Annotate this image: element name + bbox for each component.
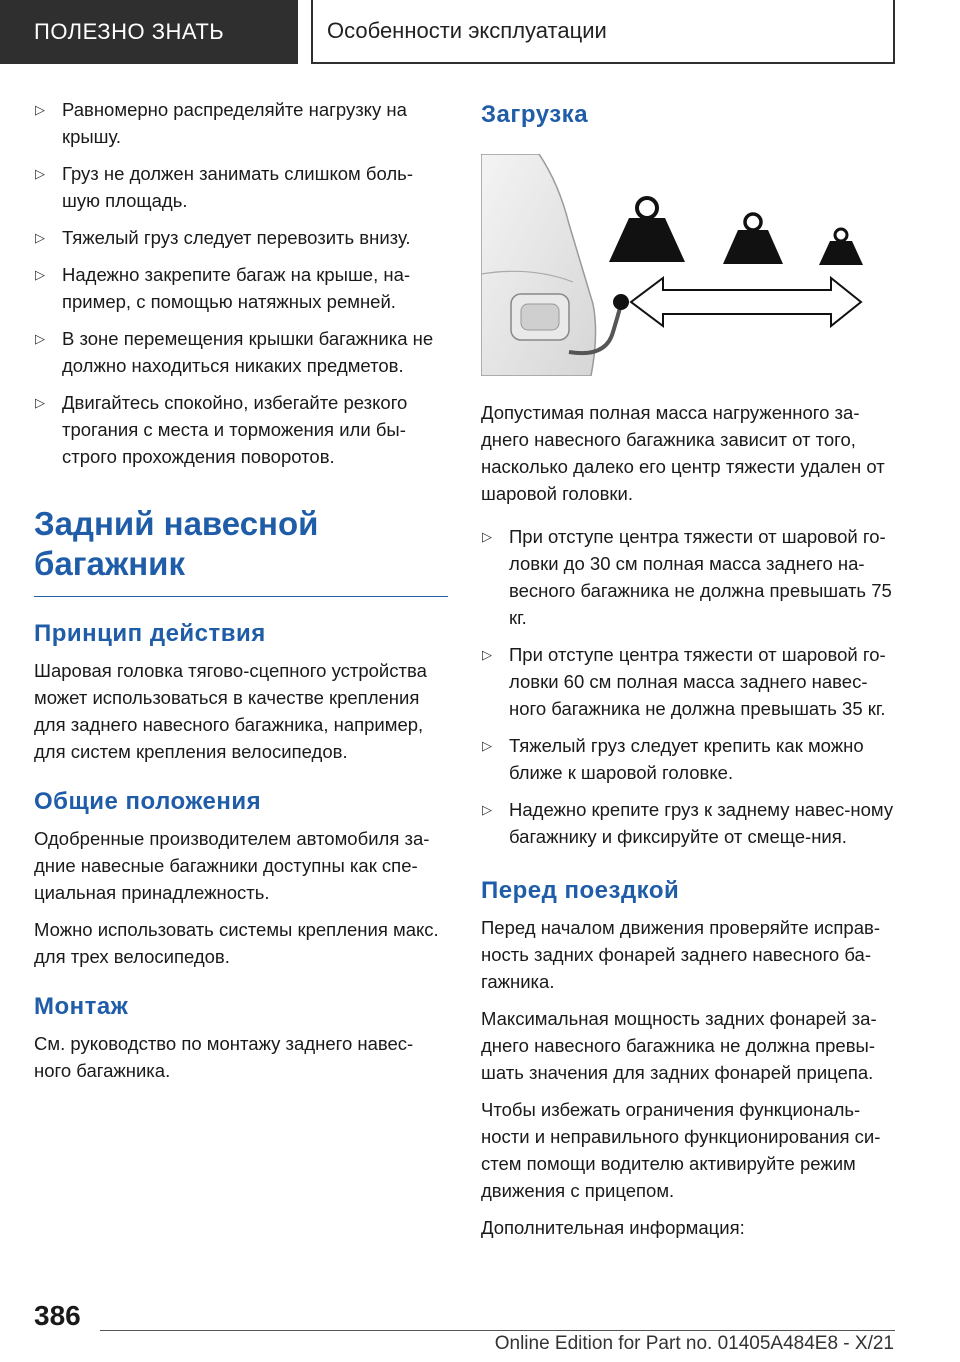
weight-icon: [609, 198, 685, 262]
principle-heading: Принцип действия: [34, 620, 266, 647]
footer-edition: Online Edition for Part no. 01405A484E8 - X/21: [494, 1333, 894, 1354]
weight-icon: [723, 214, 783, 264]
bullet-icon: ▷: [482, 738, 492, 753]
list-item: ▷ Тяжелый груз следует перевозить внизу.: [34, 224, 448, 251]
before-trip-text-4: Дополнительная информация:: [481, 1217, 745, 1238]
weight-icon: [819, 229, 863, 265]
general-text-2: Можно использовать системы крепления макс. для трех велосипедов.: [34, 919, 439, 967]
list-item: ▷ При отступе центра тяжести от шаровой го-ловки до 30 см полная масса заднего на-весного багажника не должна превышать 75 кг.: [481, 523, 897, 631]
before-trip-text-1: Перед началом движения проверяйте исправ-ность задних фонарей заднего навесного ба-гажника.: [481, 917, 880, 992]
bullet-icon: ▷: [482, 647, 492, 662]
bullet-icon: ▷: [35, 166, 45, 181]
list-item: ▷ Надежно закрепите багаж на крыше, на-пример, с помощью натяжных ремней.: [34, 261, 448, 315]
before-trip-heading: Перед поездкой: [481, 877, 680, 904]
general-heading: Общие положения: [34, 788, 262, 815]
loading-heading: Загрузка: [481, 101, 589, 128]
bullet-icon: ▷: [482, 529, 492, 544]
principle-text: Шаровая головка тягово-сцепного устройства может использоваться в качестве крепления для заднего навесного багажника, например, для систем крепления велосипедов.: [34, 660, 427, 762]
car-bumper-illustration: [481, 154, 596, 376]
page-number: 386: [34, 1300, 81, 1331]
load-distribution-figure: [481, 154, 897, 376]
list-item: ▷ Двигайтесь спокойно, избегайте резкого трогания с места и торможения или бы-строго прохождения поворотов.: [34, 389, 448, 470]
list-item: ▷ Тяжелый груз следует крепить как можно ближе к шаровой головке.: [481, 732, 897, 786]
before-trip-text-3: Чтобы избежать ограничения функциональ-ности и неправильного функционирования си-стем помощи водителю активируйте режим движения с прицепом.: [481, 1099, 881, 1201]
right-column: [481, 96, 897, 1251]
bullet-icon: ▷: [35, 331, 45, 346]
before-trip-text-2: Максимальная мощность задних фонарей за-днего навесного багажника не должна превы-шать значения для задних фонарей прицепа.: [481, 1008, 877, 1083]
header-section: ПОЛЕЗНО ЗНАТЬ: [0, 0, 298, 64]
mounting-text: См. руководство по монтажу заднего навес-ного багажника.: [34, 1033, 414, 1081]
list-item: ▷ В зоне перемещения крышки багажника не должно находиться никаких предметов.: [34, 325, 448, 379]
loading-text: Допустимая полная масса нагруженного за-днего навесного багажника зависит от того, насколько далеко его центр тяжести удален от шаровой головки.: [481, 402, 885, 504]
roof-bullet-list: [34, 96, 448, 470]
list-item: ▷ При отступе центра тяжести от шаровой го-ловки 60 см полная масса заднего навес-ного багажника не должна превышать 35 кг.: [481, 641, 897, 722]
bullet-icon: ▷: [35, 267, 45, 282]
list-item: ▷ Равномерно распределяйте нагрузку на крышу.: [34, 96, 448, 150]
header-chapter: Особенности эксплуатации: [311, 0, 895, 64]
distance-arrow: [631, 278, 861, 326]
general-text-1: Одобренные производителем автомобиля за-дние навесные багажники доступны как спе-циальная принадлежность.: [34, 828, 430, 903]
bullet-icon: ▷: [35, 102, 45, 117]
section-title: Задний навесной багажник: [34, 504, 448, 597]
tow-ball-icon: [613, 294, 629, 310]
left-column: [34, 96, 448, 1094]
list-item: ▷ Надежно крепите груз к заднему навес-ному багажнику и фиксируйте от смеще-ния.: [481, 796, 897, 850]
bullet-icon: ▷: [35, 395, 45, 410]
bullet-icon: ▷: [35, 230, 45, 245]
footer-divider: [100, 1330, 895, 1331]
bullet-icon: ▷: [482, 802, 492, 817]
loading-bullet-list: [481, 523, 897, 850]
mounting-heading: Монтаж: [34, 993, 129, 1020]
list-item: ▷ Груз не должен занимать слишком боль-шую площадь.: [34, 160, 448, 214]
